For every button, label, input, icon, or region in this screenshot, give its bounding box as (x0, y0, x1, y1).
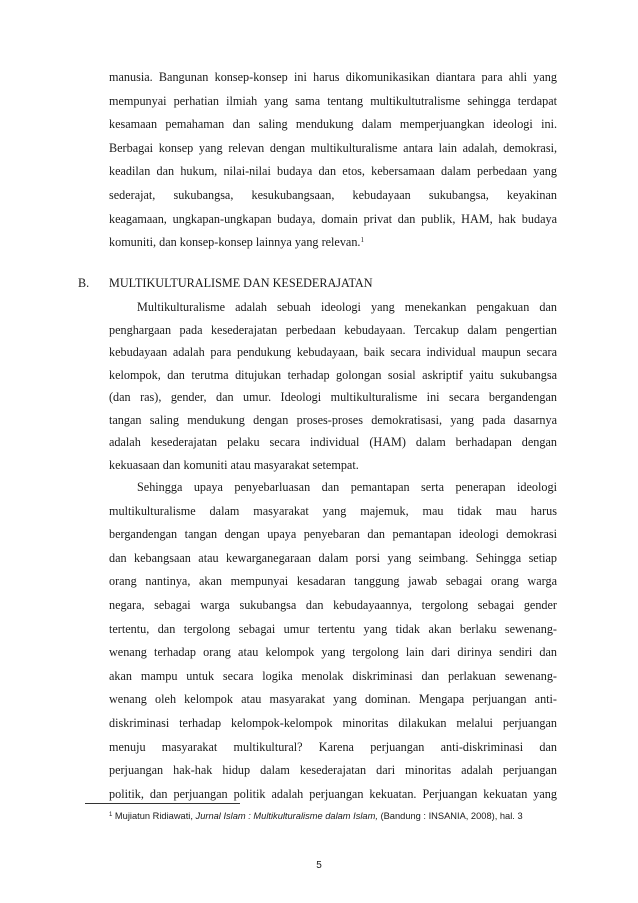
footnote-reference[interactable]: 1 (360, 236, 364, 244)
text-line: komuniti, dan konsep-konsep lainnya yang relevan.$^1$ (109, 235, 364, 249)
text-line: orang nantinya, akan mempunyai kesadaran tanggung jawab sebagai orang warga (109, 574, 557, 588)
text-line: negara, sebagai warga sukubangsa dan kebudayaannya, tergolong sebagai gender (109, 598, 557, 612)
text-line: tangan saling mendukung dengan proses-proses demokratisasi, yang pada dasarnya (109, 413, 557, 427)
text-line: kelompok, dan terutma ditujukan terhadap golongan sosial askriptif yaitu sukubangsa (109, 368, 557, 382)
footnote-title: Jurnal Islam : Multikulturalisme dalam Islam, (195, 811, 378, 821)
text-line: diskriminasi terhadap kelompok-kelompok minoritas dilakukan melalui perjuangan (109, 716, 557, 730)
section-heading: MULTIKULTURALISME DAN KESEDERAJATAN (109, 276, 373, 290)
text-line: Berbagai konsep yang relevan dengan multikulturalisme antara lain adalah, demokrasi, (109, 141, 557, 155)
text-line: wenang terhadap orang atau kelompok yang tergolong lain dari dirinya sendiri dan (109, 645, 557, 659)
text-line: penghargaan pada kesederajatan perbedaan kebudayaan. Tercakup dalam pengertian (109, 323, 557, 337)
text-line: Sehingga upaya penyebarluasan dan pemantapan serta penerapan ideologi (137, 480, 557, 494)
text-line: adalah kesederajatan pelaku secara individual (HAM) dalam berhadapan dengan (109, 435, 557, 449)
text-line: keagamaan, ungkapan-ungkapan budaya, domain privat dan publik, HAM, hak budaya (109, 212, 557, 226)
footnote-publication: (Bandung : INSANIA, 2008), hal. 3 (377, 811, 523, 821)
footnote (109, 810, 523, 822)
text-line: kesamaan pemahaman dan saling mendukung dalam memperjuangkan ideologi ini. (109, 117, 557, 131)
footnote-separator (85, 803, 240, 804)
text-line: multikulturalisme dalam masyarakat yang majemuk, mau tidak mau harus (109, 504, 557, 518)
text-line: wenang oleh kelompok atau masyarakat yang dominan. Mengapa perjuangan anti- (109, 692, 557, 706)
text-line: tertentu, dan tergolong sebagai umur tertentu yang tidak akan berlaku sewenang- (109, 622, 557, 636)
text-line: menuju masyarakat multikultural? Karena perjuangan anti-diskriminasi dan (109, 740, 557, 754)
text-line: Multikulturalisme adalah sebuah ideologi yang menekankan pengakuan dan (137, 300, 557, 314)
footnote-author: Mujiatun Ridiawati, (112, 811, 196, 821)
text-line: manusia. Bangunan konsep-konsep ini harus dikomunikasikan diantara para ahli yang (109, 70, 557, 84)
text-line: (dan ras), gender, dan umur. Ideologi multikulturalisme ini secara bergandengan (109, 390, 557, 404)
text-line: perjuangan hak-hak hidup dalam kesederajatan dari minoritas adalah perjuangan (109, 763, 557, 777)
text-line: bergandengan tangan dengan upaya penyebaran dan pemantapan ideologi demokrasi (109, 527, 557, 541)
text-line: akan mampu untuk secara logika menolak diskriminasi dan perlakuan sewenang- (109, 669, 557, 683)
footnote-number: 1 (109, 812, 113, 818)
text-line: mempunyai perhatian ilmiah yang sama tentang multikultutralisme sehingga terdapat (109, 94, 557, 108)
text-line: kekuasaan dan komuniti atau masyarakat setempat. (109, 458, 359, 472)
text-line: politik, dan perjuangan politik adalah perjuangan kekuatan. Perjuangan kekuatan yang (109, 787, 557, 801)
text-line: dan kebangsaan atau kewarganegaraan dalam porsi yang seimbang. Sehingga setiap (109, 551, 557, 565)
page-number: 5 (316, 860, 322, 871)
section-number: B. (78, 276, 90, 290)
text-line: keadilan dan hukum, nilai-nilai budaya dan etos, kebersamaan dalam perbedaan yang (109, 164, 557, 178)
text-line: kebudayaan adalah para pendukung kebudayaan, baik secara individual maupun secara (109, 345, 557, 359)
text-line: sederajat, sukubangsa, kesukubangsaan, kebudayaan sukubangsa, keyakinan (109, 188, 557, 202)
